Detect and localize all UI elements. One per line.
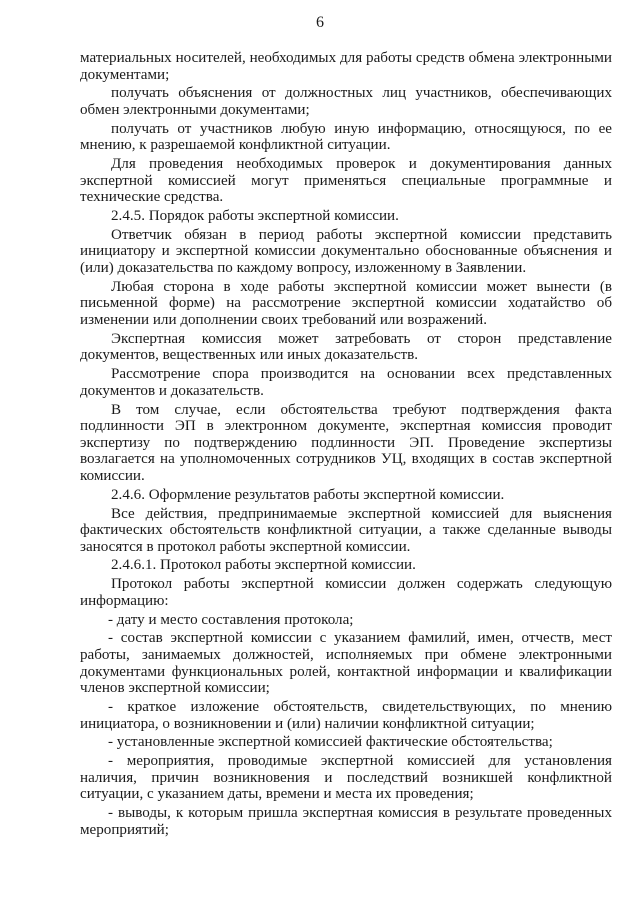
list-item-conclusions: - выводы, к которым пришла экспертная комиссия в результате проведенных мероприятий;: [80, 805, 612, 838]
paragraph-request-evidence: Экспертная комиссия может затребовать от сторон представление документов, вещественных или иных доказательств.: [80, 330, 612, 364]
section-heading-2-4-5: 2.4.5. Порядок работы экспертной комиссии.: [111, 208, 399, 225]
paragraph-respondent-obligation: Ответчик обязан в период работы экспертной комиссии представить инициатору и экспертной комиссии документально обоснованные объяснения и (или) доказательства по каждому вопросу, изложенному в Заявлении.: [80, 226, 612, 277]
list-item-circumstances-summary: - краткое изложение обстоятельств, свидетельствующих, по мнению инициатора, о возникновении и (или) наличии конфликтной ситуации;: [80, 698, 612, 732]
document-body: [80, 50, 612, 840]
paragraph-petition: Любая сторона в ходе работы экспертной комиссии может вынести (в письменной форме) на рассмотрение экспертной комиссии ходатайство об изменении или дополнении своих требований или возражений.: [80, 278, 612, 329]
list-item-measures: - мероприятия, проводимые экспертной комиссией для установления наличия, причин возникновения и последствий возникшей конфликтной ситуации, с указанием даты, времени и места их проведения;: [80, 753, 612, 803]
paragraph-right-explanations: получать объяснения от должностных лиц участников, обеспечивающих обмен электронными документами;: [80, 85, 612, 118]
paragraph-signature-expertise: В том случае, если обстоятельства требуют подтверждения факта подлинности ЭП в электронном документе, экспертная комиссия проводит экспертизу по подтверждению подлинности ЭП. Проведение экспертизы возлагается на уполномоченных сотрудников УЦ, входящих в состав экспертной комиссии.: [80, 401, 612, 484]
paragraph-actions-recorded: Все действия, предпринимаемые экспертной комиссией для выяснения фактических обстоятельств конфликтной ситуации, а также сделанные выводы заносятся в протокол работы экспертной комиссии.: [80, 505, 612, 555]
list-item-commission-composition: - состав экспертной комиссии с указанием фамилий, имен, отчеств, мест работы, занимаемых должностей, исполняемых при обмене электронными документами функциональных ролей, контактной информации и квалификации членов экспертной комиссии;: [80, 630, 612, 697]
section-heading-2-4-6: 2.4.6. Оформление результатов работы экспертной комиссии.: [111, 486, 505, 503]
list-item-established-facts: - установленные экспертной комиссией фактические обстоятельства;: [108, 734, 553, 751]
paragraph-protocol-contents: Протокол работы экспертной комиссии должен содержать следующую информацию:: [80, 576, 612, 609]
list-item-date-place: - дату и место составления протокола;: [108, 611, 354, 628]
section-heading-2-4-6-1: 2.4.6.1. Протокол работы экспертной комиссии.: [111, 557, 416, 574]
page-number: 6: [316, 14, 324, 31]
paragraph-right-information: получать от участников любую иную информацию, относящуюся, по ее мнению, к разрешаемой конфликтной ситуации.: [80, 120, 612, 154]
paragraph-technical-means: Для проведения необходимых проверок и документирования данных экспертной комиссией могут применяться специальные программные и технические средства.: [80, 156, 612, 206]
paragraph-dispute-review: Рассмотрение спора производится на основании всех представленных документов и доказательств.: [80, 366, 612, 399]
paragraph-continuation: материальных носителей, необходимых для работы средств обмена электронными документами;: [80, 50, 612, 83]
